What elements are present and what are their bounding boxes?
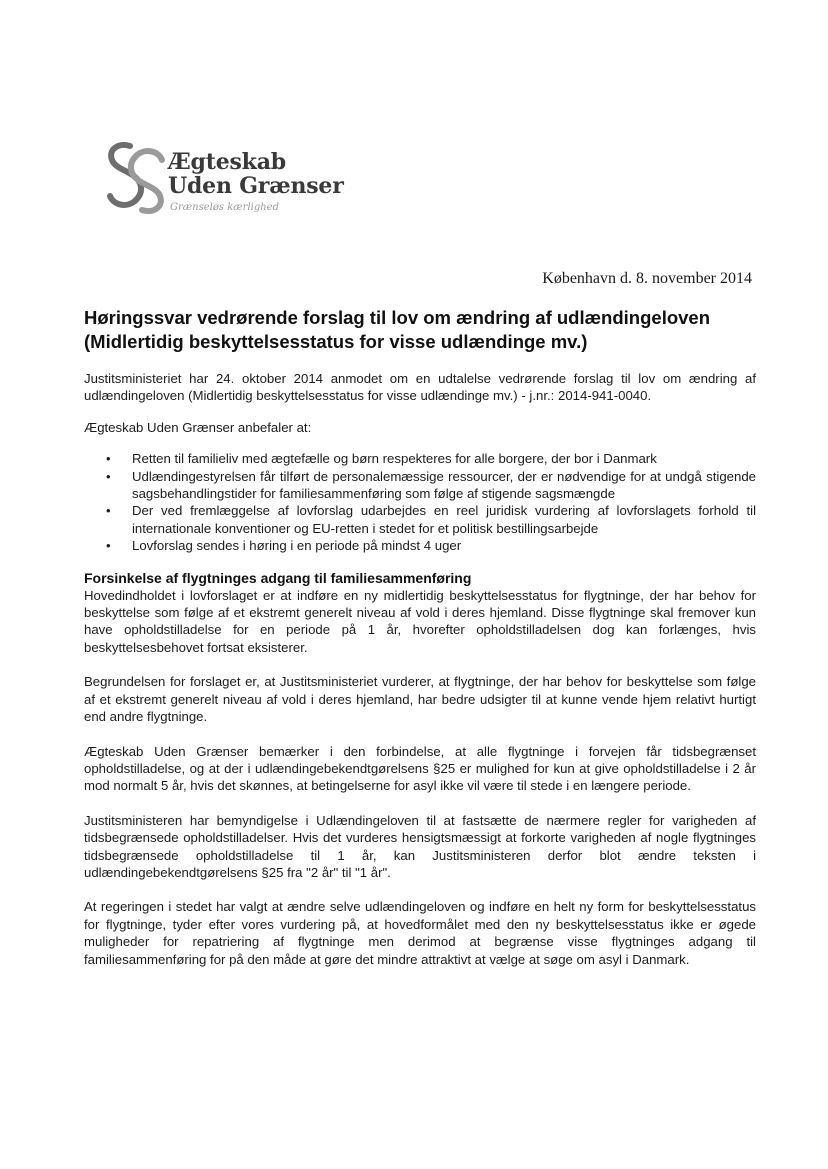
list-item: • Der ved fremlæggelse af lovforslag udarbejdes en reel juridisk vurdering af lovforslagets forhold til internationale konventioner og EU-retten i stedet for et politisk bestillingsarbejde — [106, 503, 756, 536]
body-paragraph: Justitsministeren har bemyndigelse i Udlændingeloven til at fastsætte de nærmere regler for varigheden af tidsbegrænsede opholdstilladelser. Hvis det vurderes hensigtsmæssigt at forkorte varigheden af nogle flygtninges tidsbegrænsede opholdstilladelse til 1 år, kan Justitsministeren derfor blot ændre teksten i udlændingebekendtgørelsens §25 fra "2 år" til "1 år". — [84, 812, 756, 880]
recommendation-list — [84, 450, 756, 554]
bullet-icon: • — [106, 468, 111, 484]
body-paragraph: Begrundelsen for forslaget er, at Justitsministeriet vurderer, at flygtninge, der har behov for beskyttelse som følge af et ekstremt generelt niveau af vold i deres hjemland, har bedre udsigter til at kunne vende hjem relativt hurtigt end andre flygtninge. — [84, 674, 756, 725]
logo-text-line2: Uden Grænser — [168, 173, 344, 199]
logo-text-line1: Ægteskab — [168, 149, 286, 175]
section-heading: Forsinkelse af flygtninges adgang til familiesammenføring — [84, 569, 472, 586]
document-body — [84, 370, 756, 968]
bullet-icon: • — [106, 538, 111, 554]
body-paragraph: Ægteskab Uden Grænser bemærker i den forbindelse, at alle flygtninge i forvejen får tidsbegrænset opholdstilladelse, og at der i udlændingebekendtgørelsens §25 er mulighed for kun at give opholdstilladelse i 2 år mod normalt 5 år, hvis det skønnes, at betingelserne for asyl ikke vil være til stede i en længere periode. — [84, 743, 756, 794]
document-date: København d. 8. november 2014 — [542, 270, 752, 287]
body-paragraph: At regeringen i stedet har valgt at ændre selve udlændingeloven og indføre en helt ny form for beskyttelsesstatus for flygtninge, tyder efter vores vurdering på, at hovedformålet med den ny beskyttelsesstatus ikke er øgede muligheder for repatriering af flygtninge men derimod at begrænse visse flygtninges adgang til familiesammenføring for på den måde at gøre det mindre attraktivt at vælge at søge om asyl i Danmark. — [84, 899, 756, 967]
list-item: • Lovforslag sendes i høring i en periode på mindst 4 uger — [106, 538, 462, 554]
intertwined-hearts-icon — [100, 140, 172, 216]
document-title: Høringssvar vedrørende forslag til lov om ændring af udlændingeloven (Midlertidig beskyttelsesstatus for visse udlændinge mv.) — [84, 307, 711, 352]
organization-logo — [100, 140, 344, 230]
list-item: • Retten til familieliv med ægtefælle og børn respekteres for alle borgere, der bor i Danmark — [106, 451, 657, 467]
bullet-icon: • — [106, 503, 111, 519]
logo-tagline: Grænseløs kærlighed — [170, 202, 279, 213]
body-paragraph: Hovedindholdet i lovforslaget er at indføre en ny midlertidig beskyttelsesstatus for flygtninge, der har behov for beskyttelse som følge af et ekstremt generelt niveau af vold i deres hjemland. Disse flygtninge skal fremover kun have opholdstilladelse for en periode på 1 år, hvorefter opholdstilladelsen dog kan forlænges, hvis beskyttelsesbehovet fortsat eksisterer. — [84, 587, 756, 655]
intro-paragraph: Justitsministeriet har 24. oktober 2014 anmodet om en udtalelse vedrørende forslag til lov om ændring af udlændingeloven (Midlertidig beskyttelsesstatus for visse udlændinge mv.) - j.nr.: 2014-941-0040. — [84, 371, 756, 404]
bullet-icon: • — [106, 451, 111, 467]
list-item: • Udlændingestyrelsen får tilført de personalemæssige ressourcer, der er nødvendige for at undgå stigende sagsbehandlingstider for familiesammenføring som følge af stigende sagsmængde — [106, 468, 756, 502]
recommendation-lead: Ægteskab Uden Grænser anbefaler at: — [84, 419, 312, 435]
